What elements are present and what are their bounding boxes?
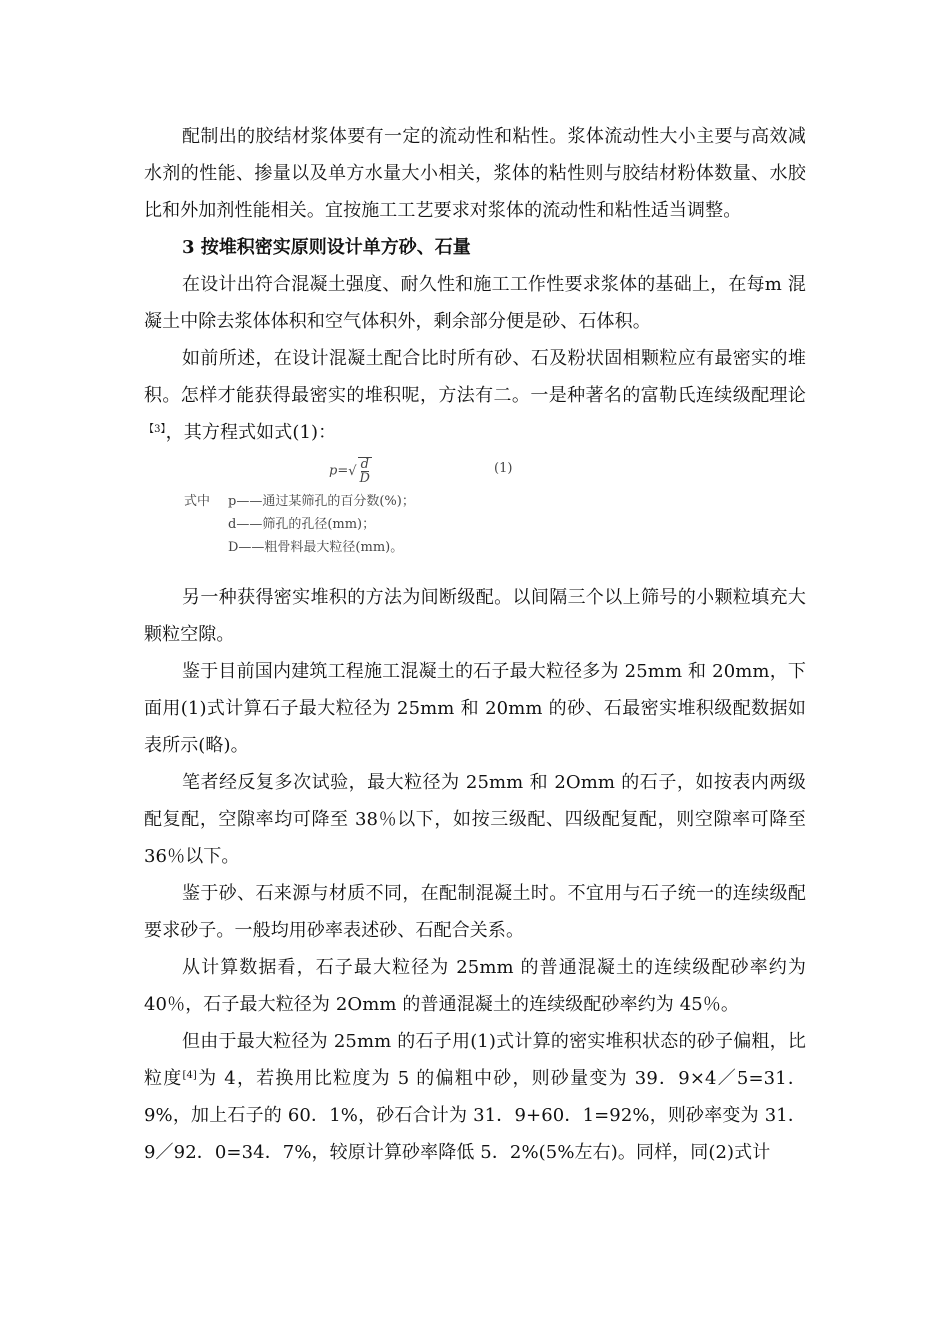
paragraph-volume: 在设计出符合混凝土强度、耐久性和施工工作性要求浆体的基础上，在每m 混凝土中除去浆体体积和空气体积外，剩余部分便是砂、石体积。 xyxy=(144,274,806,332)
definition-d: d——筛孔的孔径(mm)； xyxy=(228,517,376,532)
coarse-sand-text-end: 为 4，若换用比粒度为 5 的偏粗中砂，则砂量变为 39．9×4／5=31．9%，加上石子的 60．1%，砂石合计为 31．9+60．1=92%，则砂率变为 31．9／92．0=34．7%，较原计算砂率降低 5．2%(5%左右)。同样，同(2)式计 xyxy=(144,1068,806,1163)
definition-p: p——通过某筛孔的百分数(%)； xyxy=(228,494,415,509)
reference-4: [4] xyxy=(182,1070,197,1081)
paragraph-calculation: 从计算数据看，石子最大粒径为 25mm 的普通混凝土的连续级配砂率约为 40％，石子最大粒径为 2Omm 的普通混凝土的连续级配砂率约为 45％。 xyxy=(144,957,806,1015)
definition-D: D——粗骨料最大粒径(mm)。 xyxy=(228,540,404,555)
coarse-sand-text: 但由于最大粒径为 25mm 的石子用(1)式计算的密实堆积状态的砂子偏粗，比粒度 xyxy=(144,1031,806,1089)
equation-number: (1) xyxy=(494,461,513,476)
fuller-text-end: ，其方程式如式(1)： xyxy=(165,422,337,443)
document-body xyxy=(144,118,806,1171)
reference-3: 【3】 xyxy=(144,424,166,435)
equation-fraction xyxy=(358,457,372,485)
fuller-text: 如前所述，在设计混凝土配合比时所有砂、石及粉状固相颗粒应有最密实的堆积。怎样才能获得最密实的堆积呢，方法有二。一是种著名的富勒氏连续级配理论 xyxy=(144,348,806,406)
paragraph-fuller xyxy=(144,340,806,451)
where-label: 式中 xyxy=(184,494,211,509)
paragraph-slurry: 配制出的胶结材浆体要有一定的流动性和粘性。浆体流动性大小主要与高效减水剂的性能、掺量以及单方水量大小相关，浆体的粘性则与胶结材粉体数量、水胶比和外加剂性能相关。宜按施工工艺要求对浆体的流动性和粘性适当调整。 xyxy=(144,126,806,221)
fraction-denominator: D xyxy=(359,471,370,486)
paragraph-sand-ratio: 鉴于砂、石来源与材质不同，在配制混凝土时。不宜用与石子统一的连续级配要求砂子。一般均用砂率表述砂、石配合关系。 xyxy=(144,883,806,941)
section-heading: 3 按堆积密实原则设计单方砂、石量 xyxy=(182,237,471,258)
fraction-numerator: d xyxy=(360,457,369,472)
fuller-equation xyxy=(329,457,372,485)
paragraph-experiment: 笔者经反复多次试验，最大粒径为 25mm 和 2Omm 的石子，如按表内两级配复配，空隙率均可降至 38％以下，如按三级配、四级配复配，则空隙率可降至 36％以下。 xyxy=(144,772,806,867)
sqrt-symbol: √ xyxy=(348,463,357,479)
formula-image xyxy=(144,455,806,565)
paragraph-particle-size: 鉴于目前国内建筑工程施工混凝土的石子最大粒径多为 25mm 和 20mm，下面用(1)式计算石子最大粒径为 25mm 和 20mm 的砂、石最密实堆积级配数据如表所示(略)。 xyxy=(144,661,806,756)
paragraph-coarse-sand xyxy=(144,1023,806,1171)
equation-lhs: p= xyxy=(329,463,349,479)
paragraph-gap-grading: 另一种获得密实堆积的方法为间断级配。以间隔三个以上筛号的小颗粒填充大颗粒空隙。 xyxy=(144,587,806,645)
